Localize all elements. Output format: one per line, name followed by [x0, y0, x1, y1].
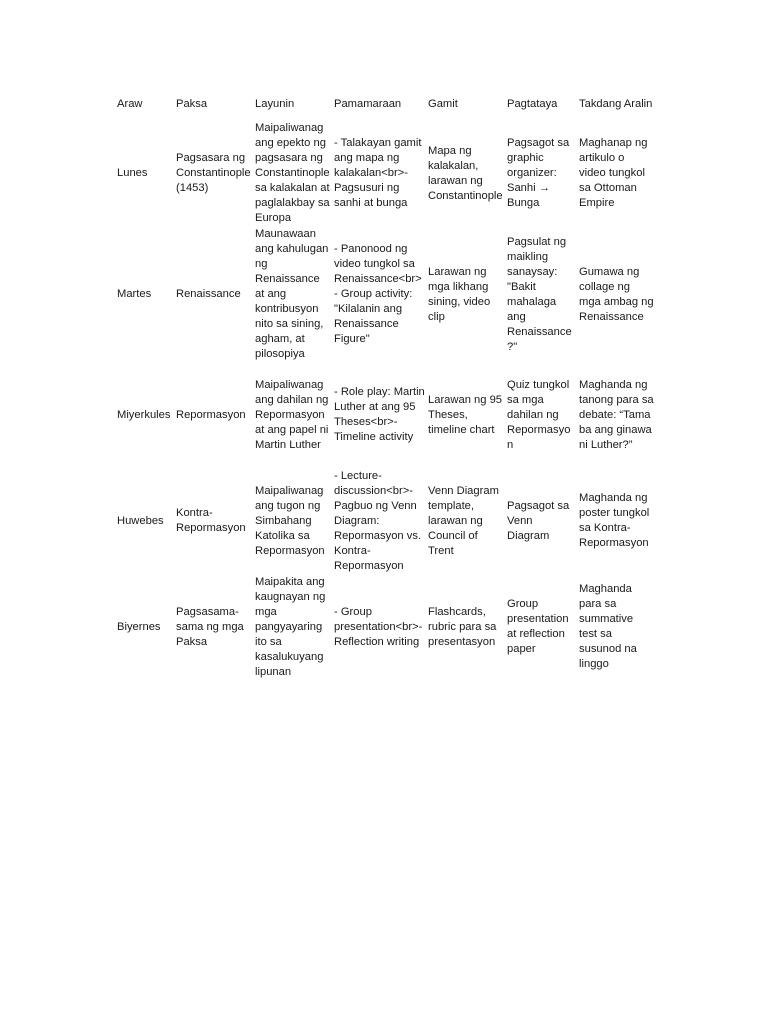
cell-araw: Martes: [117, 288, 152, 300]
cell-takdang-aralin: Maghanda ng tanong para sa debate: “Tama ba ang ginawa ni Luther?”: [579, 378, 654, 451]
cell-pamamaraan: - Talakayan gamit ang mapa ng kalakalan<br>- Pagsusuri ng sanhi at bunga: [334, 137, 422, 209]
cell-araw: Biyernes: [117, 620, 161, 633]
cell-pamamaraan: - Panonood ng video tungkol sa Renaissance<br>- Group activity: "Kilalanin ang Renaissance Figure": [334, 243, 422, 345]
table-row: [114, 362, 654, 468]
cell-pagtataya: Pagsagot sa graphic organizer: Sanhi → Bunga: [507, 137, 570, 209]
cell-araw: Lunes: [117, 167, 148, 179]
cell-takdang-aralin: Maghanda ng poster tungkol sa Kontra-Repormasyon: [579, 492, 650, 549]
table-header-row: [114, 88, 654, 120]
table-row: [114, 120, 654, 227]
cell-layunin: Maunawaan ang kahulugan ng Renaissance at ang kontribusyon nito sa sining, agham, at pilosopiya: [255, 228, 329, 360]
cell-pagtataya: Pagsulat ng maikling sanaysay: "Bakit mahalaga ang Renaissance?": [507, 235, 572, 353]
table-row: [114, 227, 654, 362]
cell-gamit: Flashcards, rubric para sa presentasyon: [428, 605, 497, 648]
cell-pamamaraan: - Role play: Martin Luther at ang 95 Theses<br>- Timeline activity: [334, 386, 425, 443]
header-gamit: Gamit: [428, 97, 458, 110]
cell-paksa: Pagsasama-sama ng mga Paksa: [176, 605, 244, 648]
cell-pamamaraan: - Group presentation<br>- Reflection writing: [334, 605, 423, 648]
cell-araw: Huwebes: [117, 514, 164, 527]
cell-layunin: Maipaliwanag ang epekto ng pagsasara ng Constantinople sa kalakalan at paglalakbay sa Europa: [255, 122, 330, 224]
header-paksa: Paksa: [176, 97, 208, 110]
table-row: [114, 574, 654, 680]
header-takdang-aralin: Takdang Aralin: [579, 97, 653, 110]
cell-gamit: Larawan ng 95 Theses, timeline chart: [428, 393, 503, 436]
cell-paksa: Kontra-Repormasyon: [176, 507, 246, 534]
cell-gamit: Venn Diagram template, larawan ng Council of Trent: [428, 484, 499, 557]
table-row: [114, 468, 654, 574]
cell-takdang-aralin: Maghanap ng artikulo o video tungkol sa Ottoman Empire: [579, 137, 648, 209]
header-layunin: Layunin: [255, 97, 295, 110]
cell-gamit: Mapa ng kalakalan, larawan ng Constantinople: [428, 144, 503, 202]
cell-takdang-aralin: Gumawa ng collage ng mga ambag ng Renaissance: [579, 265, 654, 323]
header-pagtataya: Pagtataya: [507, 97, 558, 110]
cell-araw: Miyerkules: [117, 408, 171, 421]
cell-paksa: Repormasyon: [176, 408, 246, 421]
cell-layunin: Maipaliwanag ang dahilan ng Repormasyon at ang papel ni Martin Luther: [255, 378, 329, 451]
header-pamamaraan: Pamamaraan: [334, 97, 402, 110]
cell-pagtataya: Group presentation at reflection paper: [507, 598, 569, 655]
cell-layunin: Maipaliwanag ang tugon ng Simbahang Katolika sa Repormasyon: [255, 484, 325, 557]
cell-takdang-aralin: Maghanda para sa summative test sa susunod na linggo: [579, 583, 637, 670]
cell-layunin: Maipakita ang kaugnayan ng mga pangyayaring ito sa kasalukuyang lipunan: [255, 575, 326, 678]
cell-pagtataya: Pagsagot sa Venn Diagram: [507, 499, 570, 542]
cell-paksa: Pagsasara ng Constantinople (1453): [176, 152, 251, 194]
cell-paksa: Renaissance: [176, 288, 241, 300]
cell-gamit: Larawan ng mga likhang sining, video clip: [428, 265, 491, 323]
cell-pamamaraan: - Lecture-discussion<br>- Pagbuo ng Venn Diagram: Repormasyon vs. Kontra-Repormasyon: [334, 469, 422, 572]
lesson-plan-table: [114, 88, 654, 680]
header-araw: Araw: [117, 97, 143, 110]
cell-pagtataya: Quiz tungkol sa mga dahilan ng Repormasyon: [507, 378, 571, 451]
